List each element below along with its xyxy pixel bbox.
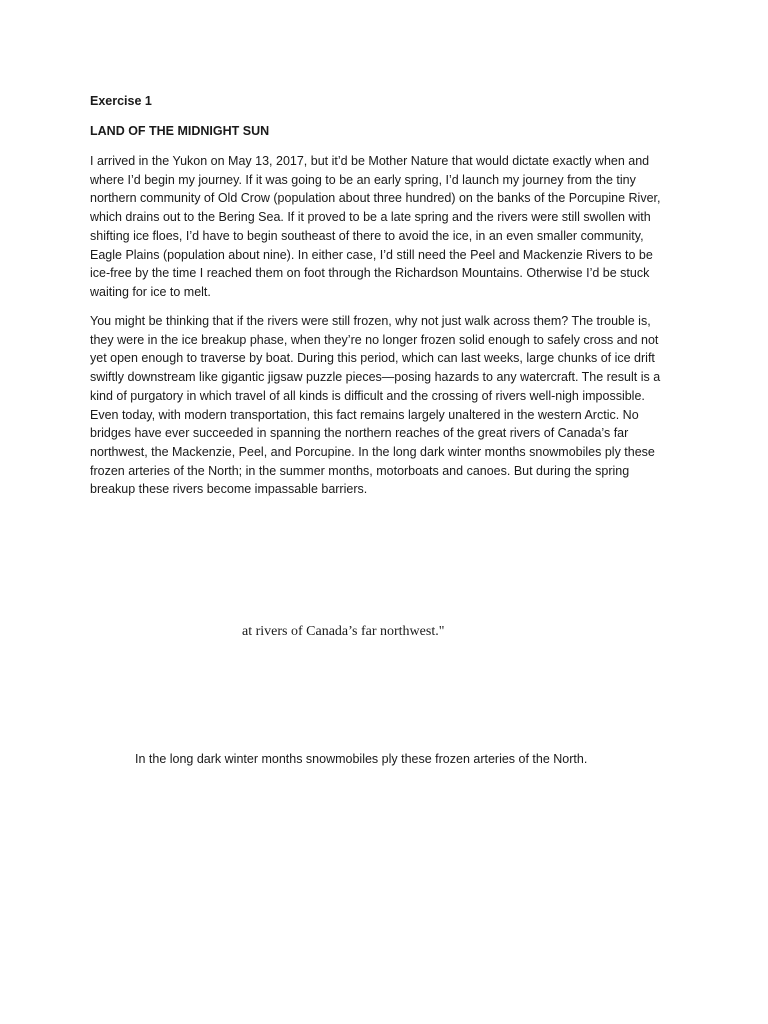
body-paragraph-1: I arrived in the Yukon on May 13, 2017, but it’d be Mother Nature that would dictate exactly when and where I’d begin my journey. If it was going to be an early spring, I’d launch my journey from the tiny northern community of Old Crow (population about three hundred) on the banks of the Porcupine River, which drains out to the Bering Sea. If it proved to be a late spring and the rivers were still swollen with shifting ice floes, I’d have to begin southeast of there to avoid the ice, in an even smaller community, Eagle Plains (population about nine). In either case, I’d still need the Peel and Mackenzie Rivers to be ice-free by the time I reached them on foot through the Richardson Mountains. Otherwise I’d be stuck waiting for ice to melt. bbox=[90, 154, 661, 299]
body-paragraph-2: You might be thinking that if the rivers were still frozen, why not just walk across them? The trouble is, they were in the ice breakup phase, when they’re no longer frozen solid enough to safely cross and not yet open enough to traverse by boat. During this period, which can last weeks, large chunks of ice drift swiftly downstream like gigantic jigsaw puzzle pieces—posing hazards to any watercraft. The result is a kind of purgatory in which travel of all kinds is difficult and the crossing of rivers well-nigh impossible. Even today, with modern transportation, this fact remains largely unaltered in the western Arctic. No bridges have ever succeeded in spanning the northern reaches of the great rivers of Canada’s far northwest, the Mackenzie, Peel, and Porcupine. In the long dark winter months snowmobiles ply these frozen arteries of the North; in the summer months, motorboats and canoes. But during the spring breakup these rivers become impassable barriers. bbox=[90, 314, 661, 497]
document-title: LAND OF THE MIDNIGHT SUN bbox=[90, 124, 270, 138]
extracted-sentence: In the long dark winter months snowmobiles ply these frozen arteries of the North. bbox=[135, 752, 588, 766]
exercise-heading: Exercise 1 bbox=[90, 94, 152, 108]
quote-fragment: at rivers of Canada’s far northwest." bbox=[242, 624, 445, 639]
